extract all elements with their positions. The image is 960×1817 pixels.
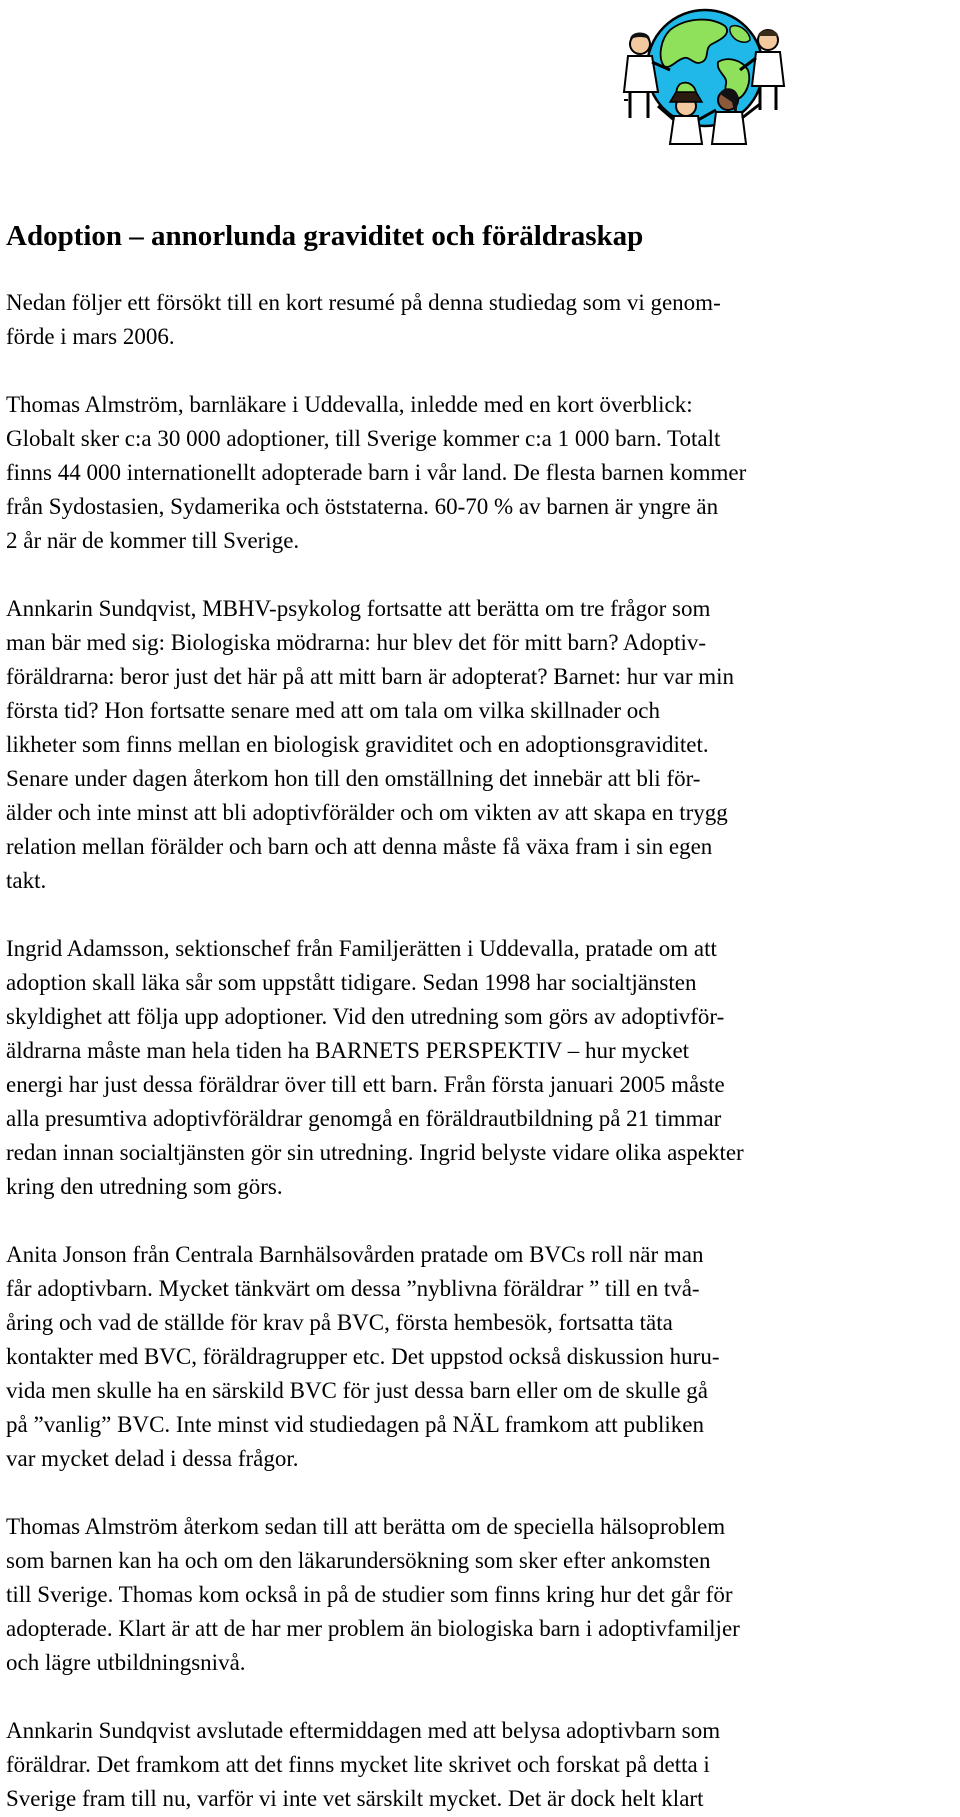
text-line: Ingrid Adamsson, sektionschef från Familjerätten i Uddevalla, pratade om att	[6, 936, 717, 961]
text-line: Anita Jonson från Centrala Barnhälsovården pratade om BVCs roll när man	[6, 1242, 704, 1267]
text-line: åring och vad de ställde för krav på BVC, första hembesök, fortsatta täta	[6, 1310, 673, 1335]
spacer	[6, 354, 952, 388]
text-line: adopterade. Klart är att de har mer problem än biologiska barn i adoptivfamiljer	[6, 1616, 740, 1641]
text-line: som barnen kan ha och om den läkarundersökning som sker efter ankomsten	[6, 1548, 711, 1573]
children-around-globe-logo	[600, 0, 805, 150]
paragraph-almstrom-health	[6, 1510, 952, 1680]
text-line: skyldighet att följa upp adoptioner. Vid den utredning som görs av adoptivför-	[6, 1004, 725, 1029]
text-line: Senare under dagen återkom hon till den omställning det innebär att bli för-	[6, 766, 701, 791]
text-line: energi har just dessa föräldrar över till ett barn. Från första januari 2005 måste	[6, 1072, 725, 1097]
text-line: finns 44 000 internationellt adopterade barn i vår land. De flesta barnen kommer	[6, 460, 747, 485]
text-line: på ”vanlig” BVC. Inte minst vid studiedagen på NÄL framkom att publiken	[6, 1412, 704, 1437]
text-line: Globalt sker c:a 30 000 adoptioner, till Sverige kommer c:a 1 000 barn. Totalt	[6, 426, 721, 451]
text-line: kring den utredning som görs.	[6, 1174, 283, 1199]
text-line: och lägre utbildningsnivå.	[6, 1650, 246, 1675]
text-line: får adoptivbarn. Mycket tänkvärt om dessa ”nyblivna föräldrar ” till en två-	[6, 1276, 700, 1301]
text-line: förde i mars 2006.	[6, 324, 175, 349]
text-line: redan innan socialtjänsten gör sin utredning. Ingrid belyste vidare olika aspekter	[6, 1140, 744, 1165]
spacer	[6, 558, 952, 592]
spacer	[6, 1476, 952, 1510]
paragraph-adamsson	[6, 932, 952, 1204]
text-line: till Sverige. Thomas kom också in på de studier som finns kring hur det går för	[6, 1582, 733, 1607]
spacer	[6, 898, 952, 932]
text-line: från Sydostasien, Sydamerika och öststaterna. 60-70 % av barnen är yngre än	[6, 494, 719, 519]
paragraph-intro	[6, 286, 952, 354]
text-line: älder och inte minst att bli adoptivförälder och om vikten av att skapa en trygg	[6, 800, 728, 825]
text-line: Nedan följer ett försökt till en kort resumé på denna studiedag som vi genom-	[6, 290, 721, 315]
document-title: Adoption – annorlunda graviditet och föräldraskap	[6, 220, 644, 252]
text-line: föräldrarna: beror just det här på att mitt barn är adopterat? Barnet: hur var min	[6, 664, 735, 689]
text-line: Sverige fram till nu, varför vi inte vet särskilt mycket. Det är dock helt klart	[6, 1786, 704, 1811]
paragraph-jonson	[6, 1238, 952, 1476]
text-line: Annkarin Sundqvist avslutade eftermiddagen med att belysa adoptivbarn som	[6, 1718, 721, 1743]
text-line: föräldrar. Det framkom att det finns mycket lite skrivet och forskat på detta i	[6, 1752, 710, 1777]
paragraph-sundqvist-questions	[6, 592, 952, 898]
paragraph-almstrom-overview	[6, 388, 952, 558]
document-body	[6, 216, 952, 1816]
text-line: Thomas Almström återkom sedan till att berätta om de speciella hälsoproblem	[6, 1514, 726, 1539]
text-line: relation mellan förälder och barn och att denna måste få växa fram i sin egen	[6, 834, 713, 859]
text-line: man bär med sig: Biologiska mödrarna: hur blev det för mitt barn? Adoptiv-	[6, 630, 707, 655]
spacer	[6, 1204, 952, 1238]
text-line: likheter som finns mellan en biologisk graviditet och en adoptionsgraviditet.	[6, 732, 709, 757]
text-line: 2 år när de kommer till Sverige.	[6, 528, 300, 553]
text-line: Thomas Almström, barnläkare i Uddevalla, inledde med en kort överblick:	[6, 392, 693, 417]
text-line: äldrarna måste man hela tiden ha BARNETS PERSPEKTIV – hur mycket	[6, 1038, 690, 1063]
paragraph-sundqvist-closing	[6, 1714, 952, 1816]
text-line: kontakter med BVC, föräldragrupper etc. Det uppstod också diskussion huru-	[6, 1344, 720, 1369]
spacer	[6, 1680, 952, 1714]
children-around-globe-icon	[600, 0, 805, 150]
text-line: första tid? Hon fortsatte senare med att om tala om vilka skillnader och	[6, 698, 661, 723]
text-line: var mycket delad i dessa frågor.	[6, 1446, 299, 1471]
text-line: alla presumtiva adoptivföräldrar genomgå en föräldrautbildning på 21 timmar	[6, 1106, 722, 1131]
spacer	[6, 256, 952, 286]
text-line: adoption skall läka sår som uppstått tidigare. Sedan 1998 har socialtjänsten	[6, 970, 697, 995]
text-line: vida men skulle ha en särskild BVC för just dessa barn eller om de skulle gå	[6, 1378, 708, 1403]
text-line: takt.	[6, 868, 47, 893]
text-line: Annkarin Sundqvist, MBHV-psykolog fortsatte att berätta om tre frågor som	[6, 596, 711, 621]
